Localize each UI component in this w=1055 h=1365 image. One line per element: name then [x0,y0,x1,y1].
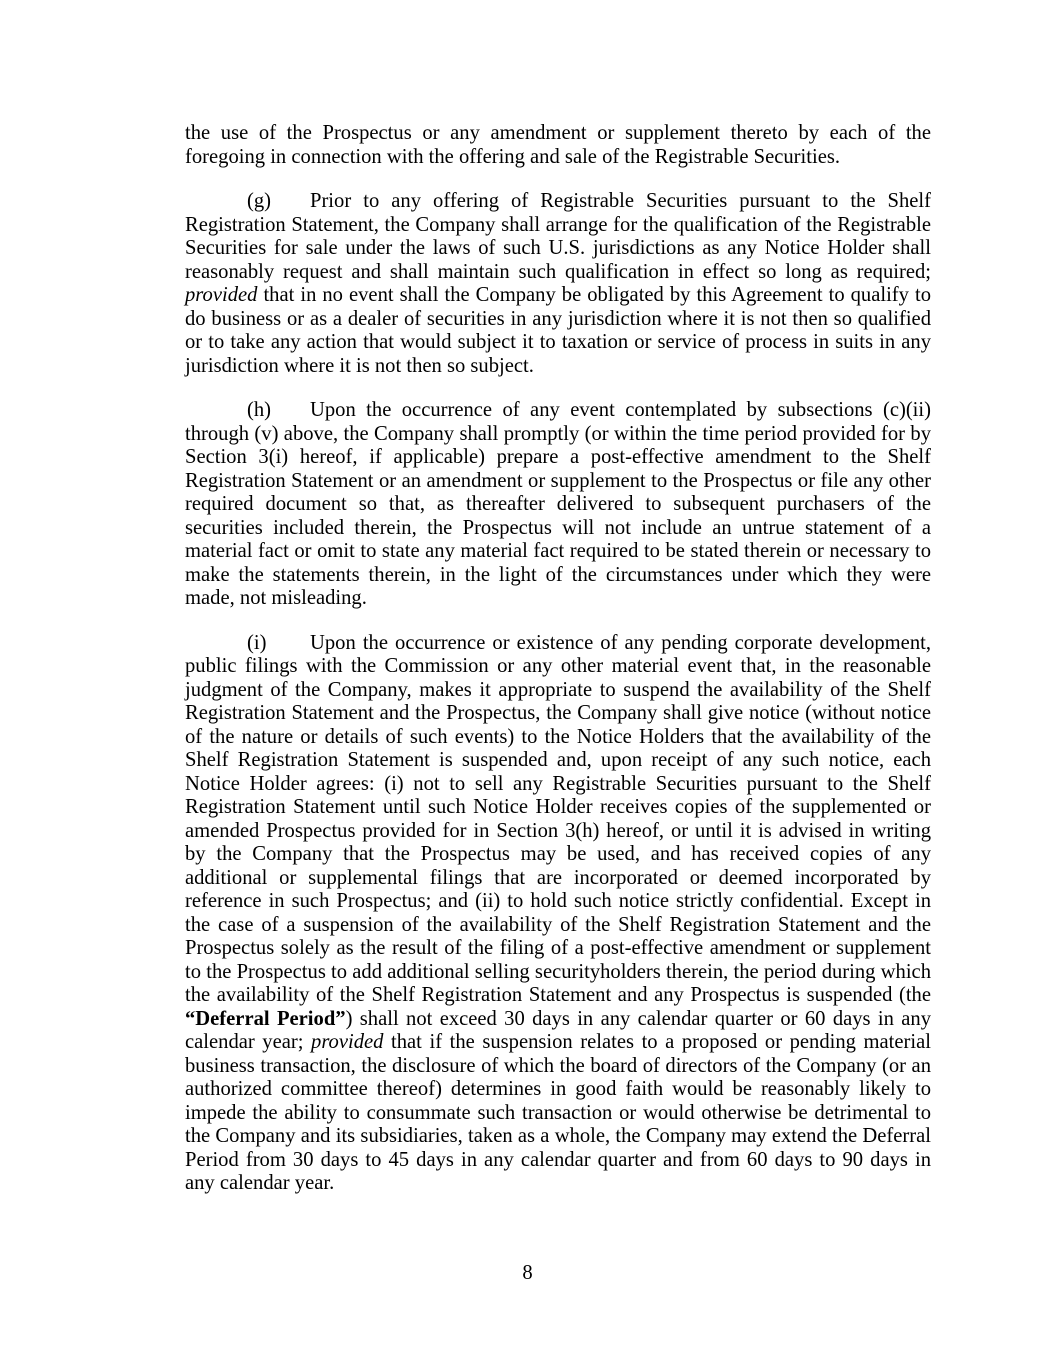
paragraph-label: (i) [247,631,267,654]
page-number: 8 [522,1262,533,1284]
text-run: that if the suspension relates to a proposed or pending material business transaction, the disclosure of which the board of directors of the Company (or an authorized committee thereof) determines in good faith would be reasonably likely to impede the ability to consummate such transaction or would otherwise be detrimental to the Company and its subsidiaries, taken as a whole, the Company may extend the Deferral Period from 30 days to 45 days in any calendar quarter and from 60 days to 90 days in any calendar year. [185,1031,931,1194]
text-run: that in no event shall the Company be obligated by this Agreement to qualify to do business or as a dealer of securities in any jurisdiction where it is not then so qualified or to take any action that would subject it to taxation or service of process in suits in any jurisdiction where it is not then so subject. [185,284,931,377]
text-run: provided [311,1031,384,1053]
paragraph-label: (g) [247,190,272,212]
paragraph [185,122,931,169]
text-run: the use of the Prospectus or any amendment or supplement thereto by each of the foregoing in connection with the offering and sale of the Registrable Securities. [185,122,931,168]
text-run: ) shall not exceed 30 days in any calendar quarter or 60 days in any calendar year; [185,1007,932,1053]
paragraph [185,632,931,1196]
text-run: Upon the occurrence or existence of any pending corporate development, public filings with the Commission or any other material event that, in the reasonable judgment of the Company, makes it appropriate to suspend the availability of the Shelf Registration Statement and the Prospectus, the Company shall give notice (without notice of the nature or details of such events) to the Notice Holders that the availability of the Shelf Registration Statement is suspended and, upon receipt of any such notice, each Notice Holder agrees: (i) not to sell any Registrable Securities pursuant to the Shelf Registration Statement until such Notice Holder receives copies of the supplemented or amended Prospectus provided for in Section 3(h) hereof, or until it is advised in writing by the Company that the Prospectus may be used, and has received copies of any additional or supplemental filings that are incorporated or deemed incorporated by reference in such Prospectus; and (ii) to hold such notice strictly confidential. Except in the case of a suspension of the availability of the Shelf Registration Statement and the Prospectus solely as the result of the filing of a post-effective amendment or supplement to the Prospectus to add additional selling securityholders therein, the period during which the availability of the Shelf Registration Statement and any Prospectus is suspended (the [185,631,931,1006]
paragraph [185,190,931,378]
document-body [185,122,931,1217]
text-run: provided [185,284,258,306]
text-run: Prior to any offering of Registrable Securities pursuant to the Shelf Registration Statement, the Company shall arrange for the qualification of the Registrable Securities for sale under the laws of such U.S. jurisdictions as any Notice Holder shall reasonably request and shall maintain such qualification in effect so long as required; [185,190,931,283]
paragraph-label: (h) [247,399,272,421]
paragraph [185,399,931,611]
text-run: Upon the occurrence of any event contemplated by subsections (c)(ii) through (v) above, the Company shall promptly (or within the time period provided for by Section 3(i) hereof, if applicable) prepare a post-effective amendment to the Shelf Registration Statement or an amendment or supplement to the Prospectus or file any other required document so that, as thereafter delivered to subsequent purchasers of the securities included therein, the Prospectus will not include an untrue statement of a material fact or omit to state any material fact required to be stated therein or necessary to make the statements therein, in the light of the circumstances under which they were made, not misleading. [185,399,931,609]
text-run: “Deferral Period” [185,1007,346,1030]
